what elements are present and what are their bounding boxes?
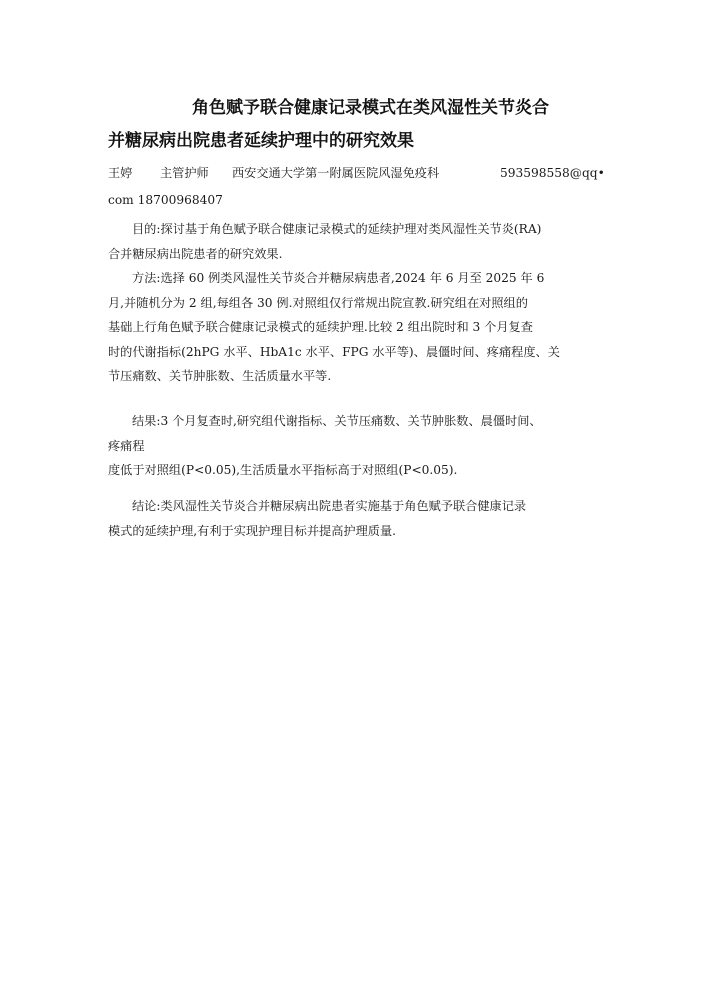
abstract-method-line: 时的代谢指标(2hPG 水平、HbA1c 水平、FPG 水平等)、晨僵时间、疼痛程度、关 xyxy=(108,344,560,359)
abstract-purpose-line: 合并糖尿病出院患者的研究效果. xyxy=(108,246,283,261)
paper-title-line-1: 角色赋予联合健康记录模式在类风湿性关节炎合 xyxy=(192,98,549,118)
abstract-result-line: 结果:3 个月复查时,研究组代谢指标、关节压痛数、关节肿胀数、晨僵时间、 xyxy=(132,414,542,428)
abstract-method xyxy=(108,266,608,389)
abstract-conclusion-line: 结论:类风湿性关节炎合并糖尿病出院患者实施基于角色赋予联合健康记录 xyxy=(132,499,527,513)
abstract-conclusion-line: 模式的延续护理,有利于实现护理目标并提高护理质量. xyxy=(108,523,397,538)
abstract-result xyxy=(108,409,608,483)
abstract-method-line: 月,并随机分为 2 组,每组各 30 例.对照组仅行常规出院宣教.研究组在对照组的 xyxy=(108,295,528,310)
abstract-result-line: 度低于对照组(P<0.05),生活质量水平指标高于对照组(P<0.05). xyxy=(108,463,458,477)
abstract-method-line: 基础上行角色赋予联合健康记录模式的延续护理.比较 2 组出院时和 3 个月复查 xyxy=(108,320,533,334)
author-info-row xyxy=(108,160,608,187)
abstract-method-line: 方法:选择 60 例类风湿性关节炎合并糖尿病患者,2024 年 6 月至 2025 年 6 xyxy=(132,271,545,285)
author-position: 主管护师 xyxy=(160,166,209,180)
abstract-method-line: 节压痛数、关节肿胀数、生活质量水平等. xyxy=(108,369,332,383)
paper-title-line-2: 并糖尿病出院患者延续护理中的研究效果 xyxy=(108,131,414,151)
author-email: 593598558@qq• xyxy=(500,166,605,180)
abstract-result-line: 疼痛程 xyxy=(108,438,145,453)
paper-title xyxy=(108,92,608,158)
author-name: 王婷 xyxy=(108,166,133,180)
author-contact-continued: com 18700968407 xyxy=(108,193,223,207)
author-affiliation: 西安交通大学第一附属医院风湿免疫科 xyxy=(232,166,440,180)
abstract-purpose-line: 目的:探讨基于角色赋予联合健康记录模式的延续护理对类风湿性关节炎(RA) xyxy=(132,222,542,236)
abstract-conclusion xyxy=(108,494,608,543)
author-info xyxy=(108,160,608,214)
abstract-purpose xyxy=(108,217,608,266)
